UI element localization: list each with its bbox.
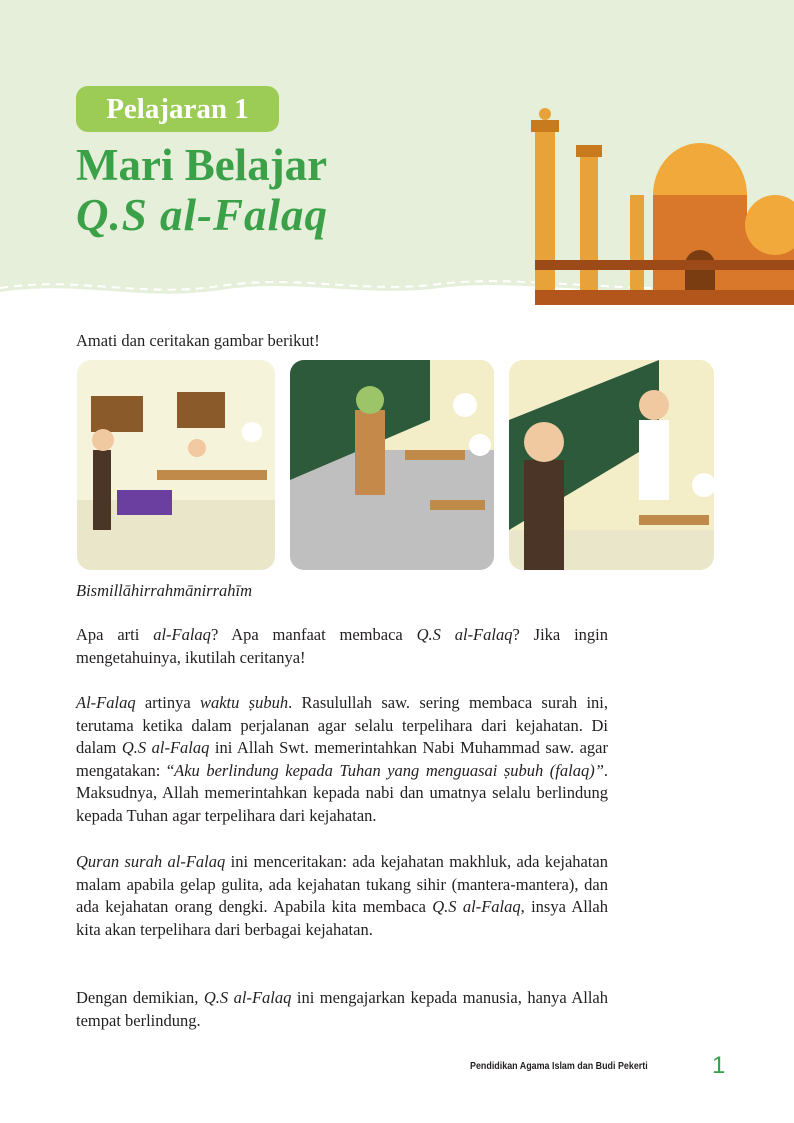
italic-text: Aku berlindung kepada Tuhan yang menguasai ṣubuh (falaq)”	[174, 760, 604, 780]
mosque-illustration	[525, 100, 794, 305]
italic-text: Q.S al-Falaq	[203, 988, 292, 1007]
text-run: . Maksudnya, Allah memerintahkan kepada nabi dan umatnya selalu berlindung kepada Tuhan agar terpelihara dari kejahatan.	[76, 760, 608, 825]
instruction-text: Amati dan ceritakan gambar berikut!	[76, 331, 320, 350]
paragraph	[76, 851, 608, 941]
italic-text: al-Falaq	[153, 625, 211, 644]
paragraph	[76, 624, 608, 669]
page-title: Mari Belajar	[76, 140, 328, 190]
page-subtitle: Q.S al-Falaq	[76, 190, 329, 240]
text-run: ? Jika ingin mengetahuinya, ikutilah ceritanya!	[76, 625, 609, 667]
italic-text: Q.S al-Falaq	[121, 738, 210, 758]
text-run: Apa arti	[76, 625, 154, 644]
page-number: 1	[712, 1052, 726, 1079]
text-run: ini mengajarkan kepada manusia, hanya Allah tempat berlindung.	[76, 988, 608, 1030]
italic-text: Q.S al-Falaq	[432, 897, 521, 917]
text-run: . Rasulullah saw. sering membaca surah ini, terutama ketika dalam perjalanan agar selalu terpelihara dari kejahatan. Di dalam	[76, 693, 608, 758]
italic-text: Al-Falaq	[76, 693, 136, 712]
italic-text: Quran surah al-Falaq	[76, 852, 226, 871]
text-run: , insya Allah kita akan terpelihara dari berbagai kejahatan.	[76, 897, 608, 939]
text-run: Dengan demikian,	[76, 988, 204, 1007]
italic-text: Q.S al-Falaq	[416, 625, 513, 644]
lesson-badge: Pelajaran 1	[76, 86, 279, 132]
footer-book-title: Pendidikan Agama Islam dan Budi Pekerti	[470, 1060, 648, 1072]
text-run: ? Apa manfaat membaca	[210, 625, 417, 644]
text-run: ini menceritakan: ada kejahatan makhluk, ada kejahatan malam apabila gelap gulita, ada kejahatan tukang sihir (mantera-mantera), dan ada kejahatan orang dengki. Apabila kita membaca	[76, 852, 609, 917]
teacher-at-blackboard-image	[290, 360, 494, 570]
student-reading-quran-image	[509, 360, 714, 570]
bismillah-text: Bismillāhirrahmānirrahīm	[76, 581, 253, 600]
text-run: ini Allah Swt. memerintahkan Nabi Muhammad saw. agar mengatakan: “	[76, 738, 608, 780]
paragraph	[76, 692, 608, 828]
italic-text: waktu ṣubuh	[199, 693, 289, 712]
paragraph	[76, 987, 608, 1032]
classroom-teacher-reading-image	[77, 360, 275, 570]
text-run: artinya	[135, 693, 200, 712]
